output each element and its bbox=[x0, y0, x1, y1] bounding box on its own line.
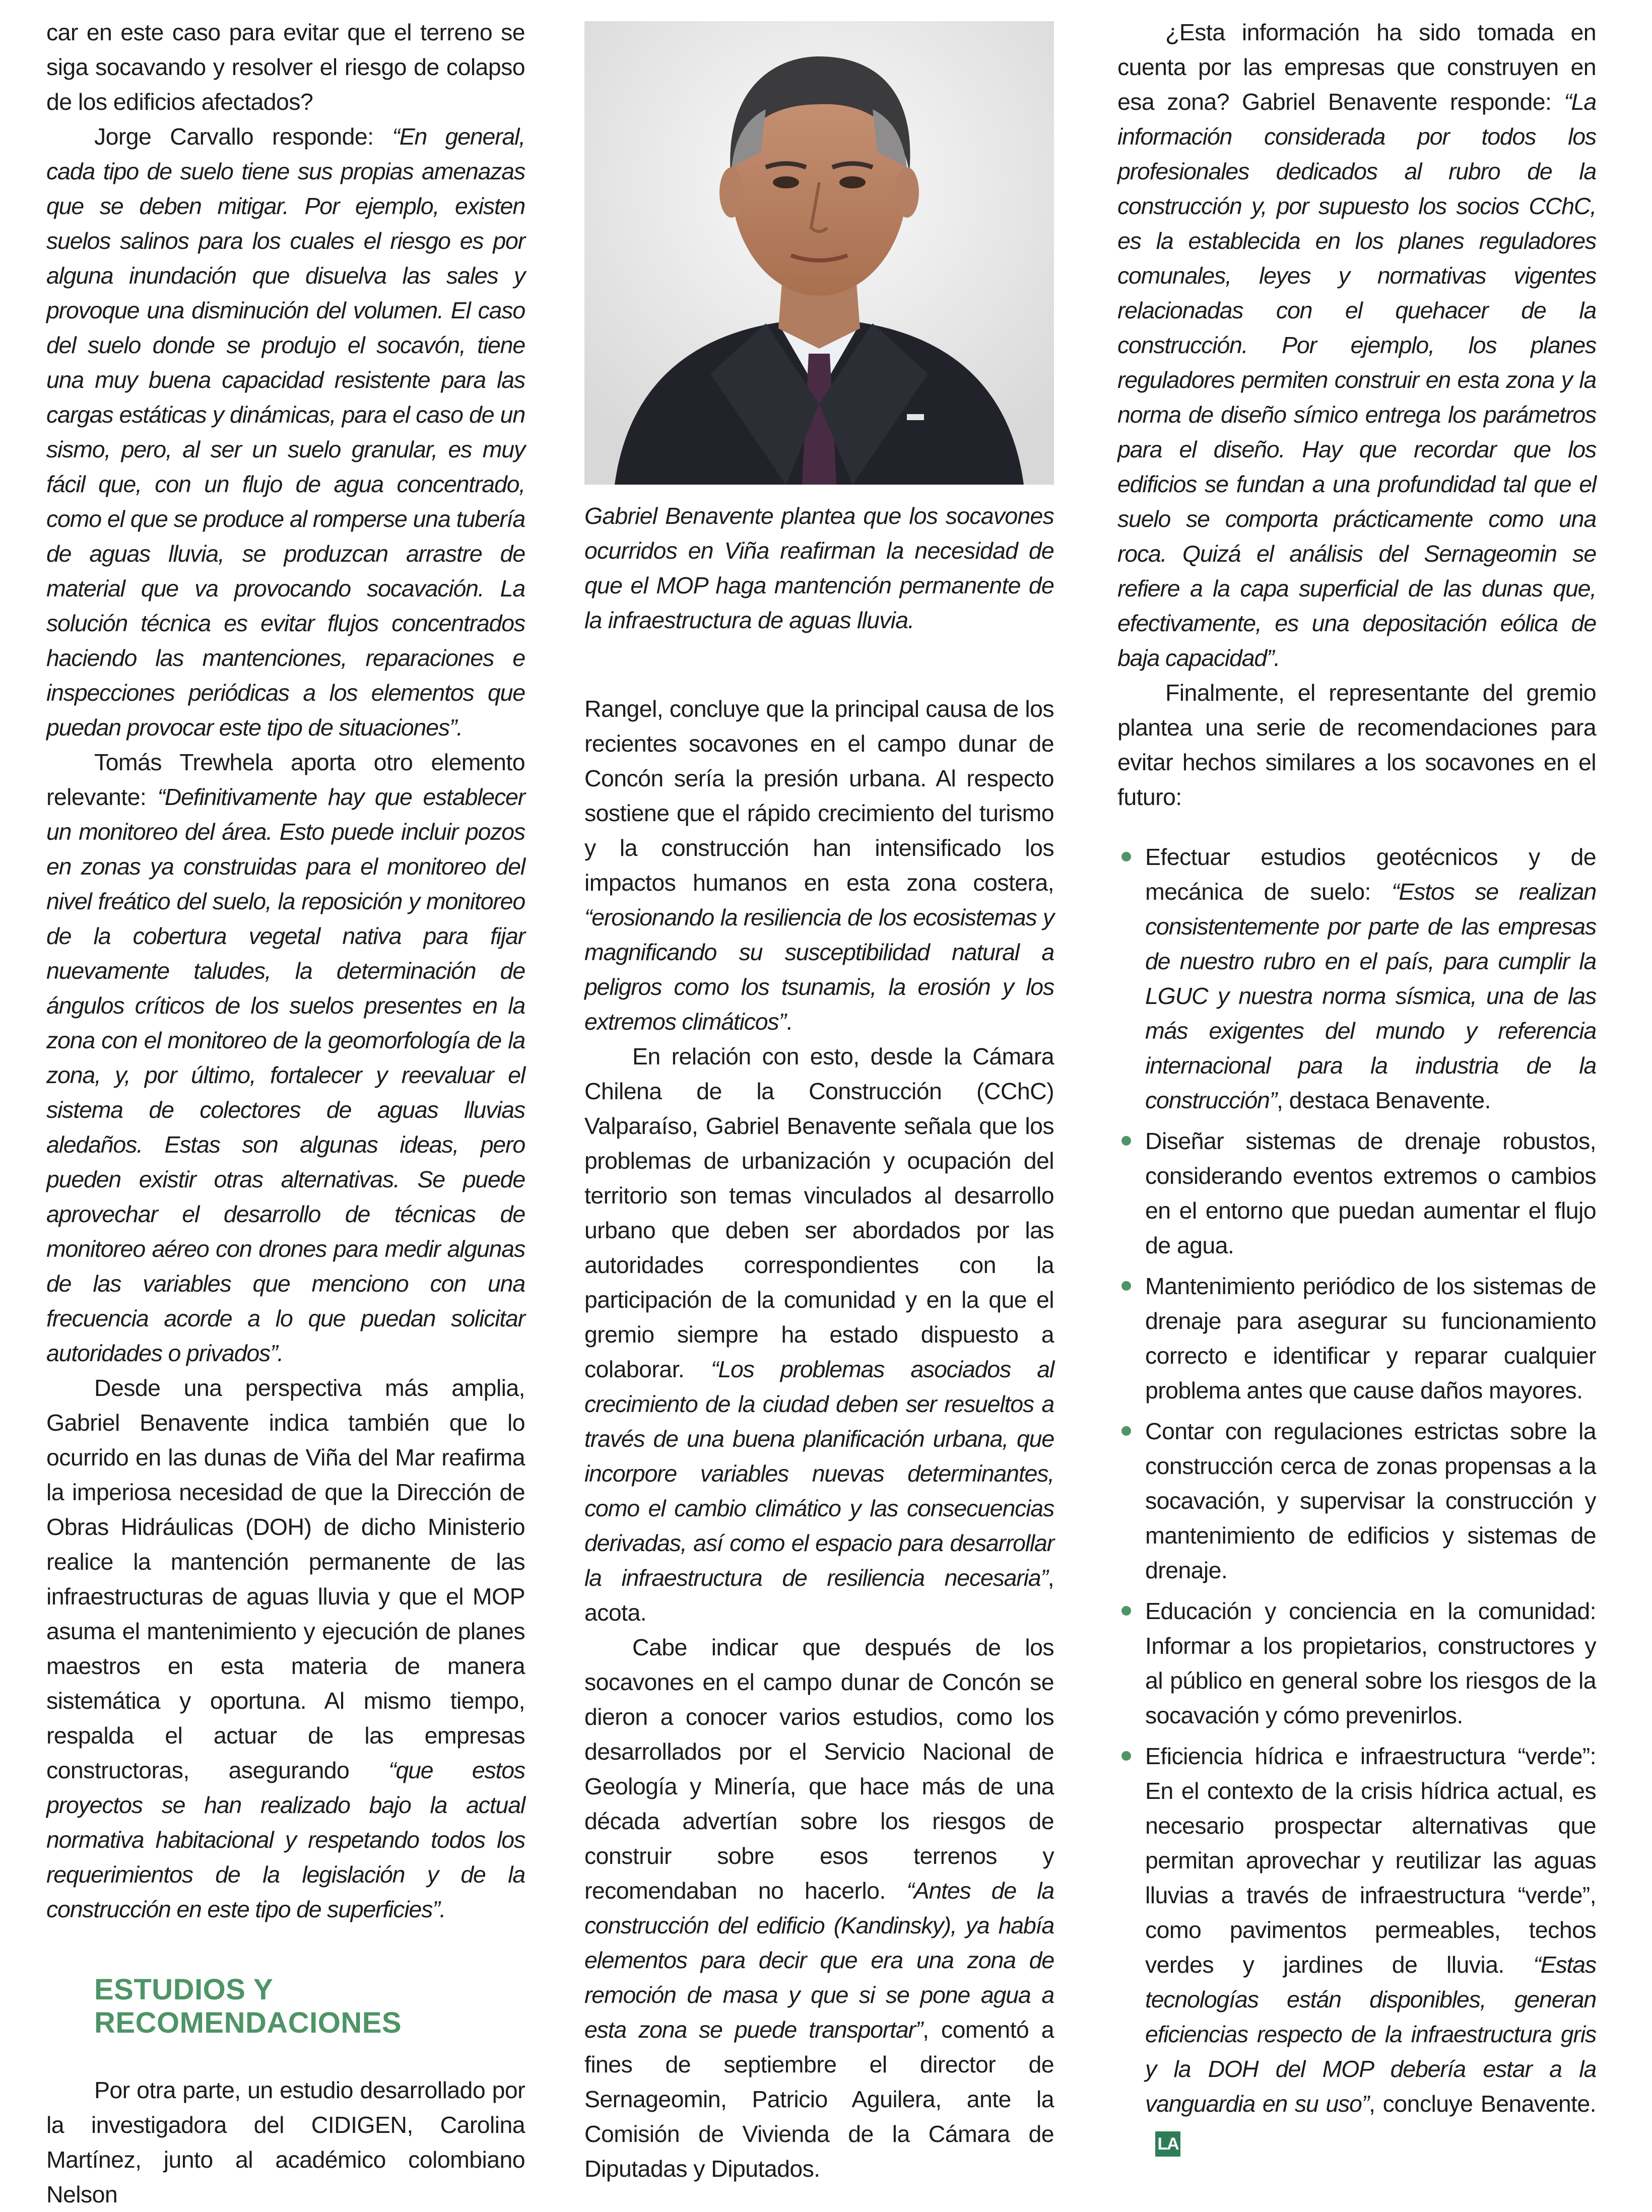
text-run: Contar con regulaciones estrictas sobre la construcción cerca de zonas propensas a la socavación, y supervisar la construcción y mantenimiento de edificios y sistemas de drenaje. bbox=[1145, 1418, 1596, 1583]
portrait-photo bbox=[584, 21, 1054, 485]
quote: “En general, cada tipo de suelo tiene sus propias amenazas que se deben mitigar. Por ejemplo, existen suelos salinos para los cuales el riesgo es por alguna inundación que disuelva las sales y provoque una disminución del volumen. El caso del suelo donde se produjo el socavón, tiene una muy buena capacidad resistente para las cargas estáticas y dinámicas, para el caso de un sismo, pero, al ser un suelo granular, es muy fácil que, con un flujo de agua concentrado, como el que se produce al romperse una tubería de aguas lluvia, se produzcan arrastre de material que va provocando socavación. La solución técnica es evitar flujos concentrados haciendo las mantenciones, reparaciones e inspecciones periódicas a los elementos que puedan provocar este tipo de situaciones”. bbox=[46, 123, 525, 741]
bullet-icon bbox=[1121, 1136, 1131, 1146]
bullet-icon bbox=[1121, 1281, 1131, 1291]
bullet-icon bbox=[1121, 1426, 1131, 1436]
paragraph: Finalmente, el representante del gremio plantea una serie de recomendaciones para evitar hechos similares a los socavones en el futuro: bbox=[1117, 680, 1596, 810]
quote: “Antes de la construcción del edificio (Kandinsky), ya había elementos para decir que era una zona de remoción de masa y que si se pone agua a esta zona se puede transportar” bbox=[584, 1878, 1054, 2043]
list-item bbox=[1117, 1124, 1596, 1263]
text-run: Diseñar sistemas de drenaje robustos, considerando eventos extremos o cambios en el entorno que puedan aumentar el flujo de agua. bbox=[1145, 1128, 1596, 1258]
bullet-icon bbox=[1121, 1606, 1131, 1616]
list-item bbox=[1117, 1594, 1596, 1733]
quote: “que estos proyectos se han realizado bajo la actual normativa habitacional y respetando todos los requerimientos de la legislación y de la construcción en este tipo de superficies”. bbox=[46, 1757, 525, 1922]
bullet-icon bbox=[1121, 1751, 1131, 1761]
section-heading-line: RECOMENDACIONES bbox=[94, 2006, 402, 2039]
text-run: Cabe indicar que después de los socavones en el campo dunar de Concón se dieron a conocer varios estudios, como los desarrollados por el Servicio Nacional de Geología y Minería, que hace más de una década advertían sobre los riesgos de construir sobre esos terrenos y recomendaban no hacerlo. bbox=[584, 1634, 1054, 1904]
text-run: Eficiencia hídrica e infraestructura “verde”: En el contexto de la crisis hídrica actual, es necesario prospectar alternativas que permitan aprovechar y reutilizar las aguas lluvias a través de infraestructura “verde”, como pavimentos permeables, techos verdes y jardines de lluvia. bbox=[1145, 1743, 1596, 1978]
text-run: Rangel, concluye que la principal causa de los recientes socavones en el campo dunar de Concón sería la presión urbana. Al respecto sostiene que el rápido crecimiento del turismo y la construcción han intensificado los impactos humanos en esta zona costera, bbox=[584, 696, 1054, 896]
text-run: , concluye Benavente. bbox=[1369, 2091, 1596, 2117]
quote: “La información considerada por todos los profesionales dedicados al rubro de la construcción y, por supuesto los socios CChC, es la establecida en los planes reguladores comunales, leyes y normativas vigentes relacionadas con el quehacer de la construcción. Por ejemplo, los planes reguladores permiten construir en esta zona y la norma de diseño símico entrega los parámetros para el diseño. Hay que recordar que los edificios se fundan a una profundidad tal que el suelo se comporta prácticamente como una roca. Quizá el análisis del Sernageomin se refiere a la capa superficial de las dunas que, efectivamente, es una depositación eólica de baja capacidad”. bbox=[1117, 89, 1596, 671]
end-mark-logo-icon: LA bbox=[1155, 2131, 1180, 2157]
recommendation-list bbox=[1117, 840, 1596, 2157]
text-run: , destaca Benavente. bbox=[1276, 1087, 1491, 1113]
text-run: Desde una perspectiva más amplia, Gabriel Benavente indica también que lo ocurrido en las dunas de Viña del Mar reafirma la imperiosa necesidad de que la Dirección de Obras Hidráulicas (DOH) de dicho Ministerio realice la mantención permanente de las infraestructuras de aguas lluvia y que el MOP asuma el mantenimiento y ejecución de planes maestros en esta materia de manera sistemática y oportuna. Al mismo tiempo, respalda el actuar de las empresas constructoras, asegurando bbox=[46, 1375, 525, 1783]
text-run: En relación con esto, desde la Cámara Chilena de la Construcción (CChC) Valparaíso, Gabriel Benavente señala que los problemas de urbanización y ocupación del territorio son temas vinculados al desarrollo urbano que deben ser abordados por las autoridades correspondientes con la participación de la comunidad y en la que el gremio siempre ha estado dispuesto a colaborar. bbox=[584, 1043, 1054, 1382]
text-run: . bbox=[785, 1009, 792, 1035]
photo-caption: Gabriel Benavente plantea que los socavones ocurridos en Viña reafirman la necesidad de que el MOP haga mantención permanente de la infraestructura de aguas lluvia. bbox=[584, 503, 1054, 633]
paragraph: car en este caso para evitar que el terreno se siga socavando y resolver el riesgo de colapso de los edificios afectados? bbox=[46, 19, 525, 115]
article-column-2 bbox=[584, 692, 1054, 2186]
text-run: Tomás Trewhela aporta otro elemento relevante: bbox=[46, 749, 525, 810]
bullet-icon bbox=[1121, 852, 1131, 861]
article-column-1 bbox=[46, 15, 525, 2212]
paragraph bbox=[46, 119, 525, 745]
text-run: Jorge Carvallo responde: bbox=[94, 123, 392, 150]
list-item bbox=[1117, 1269, 1596, 1408]
paragraph bbox=[584, 1630, 1054, 2186]
text-run: Efectuar estudios geotécnicos y de mecánica de suelo: bbox=[1145, 844, 1596, 905]
portrait-illustration bbox=[584, 21, 1054, 485]
text-run: , comentó a fines de septiembre el director de Sernageomin, Patricio Aguilera, ante la Comisión de Vivienda de la Cámara de Diputadas y Diputados. bbox=[584, 2017, 1054, 2182]
text-run: Mantenimiento periódico de los sistemas de drenaje para asegurar su funcionamiento correcto e identificar y reparar cualquier problema antes que cause daños mayores. bbox=[1145, 1273, 1596, 1403]
section-heading bbox=[94, 1973, 525, 2040]
section-heading-line: ESTUDIOS Y bbox=[94, 1973, 274, 2006]
text-run: , acota. bbox=[584, 1565, 1054, 1626]
paragraph bbox=[1117, 15, 1596, 676]
quote: “Estos se realizan consistentemente por parte de las empresas de nuestro rubro en el país, para cumplir la LGUC y nuestra norma sísmica, una de las más exigentes del mundo y referencia internacional para la industria de la construcción” bbox=[1145, 879, 1596, 1113]
quote: “erosionando la resiliencia de los ecosistemas y magnificando su susceptibilidad natural a peligros como los tsunamis, la erosión y los extremos climáticos” bbox=[584, 904, 1054, 1035]
text-run: ¿Esta información ha sido tomada en cuenta por las empresas que construyen en esa zona? Gabriel Benavente responde: bbox=[1117, 19, 1596, 115]
paragraph bbox=[46, 745, 525, 1371]
paragraph bbox=[46, 1371, 525, 1927]
quote: “Estas tecnologías están disponibles, generan eficiencias respecto de la infraestructura gris y la DOH del MOP debería estar a la vanguardia en su uso” bbox=[1145, 1952, 1596, 2117]
article-column-3 bbox=[1117, 15, 1596, 2163]
paragraph: Por otra parte, un estudio desarrollado por la investigadora del CIDIGEN, Carolina Martínez, junto al académico colombiano Nelson bbox=[46, 2077, 525, 2207]
list-item bbox=[1117, 1739, 1596, 2157]
paragraph bbox=[584, 692, 1054, 1039]
quote: “Definitivamente hay que establecer un monitoreo del área. Esto puede incluir pozos en zonas ya construidas para el monitoreo del nivel freático del suelo, la reposición y monitoreo de la cobertura vegetal nativa para fijar nuevamente taludes, la determinación de ángulos críticos de los suelos presentes en la zona con el monitoreo de la geomorfología de la zona, y, por último, fortalecer y reevaluar el sistema de colectores de aguas lluvias aledaños. Estas son algunas ideas, pero pueden existir otras alternativas. Se puede aprovechar el desarrollo de técnicas de monitoreo aéreo con drones para medir algunas de las variables que menciono con una frecuencia acorde a lo que puedan solicitar autoridades o privados”. bbox=[46, 784, 525, 1366]
quote: “Los problemas asociados al crecimiento de la ciudad deben ser resueltos a través de una buena planificación urbana, que incorpore variables nuevas determinantes, como el cambio climático y las consecuencias derivadas, así como el espacio para desarrollar la infraestructura de resiliencia necesaria” bbox=[584, 1356, 1054, 1591]
list-item bbox=[1117, 840, 1596, 1118]
list-item bbox=[1117, 1414, 1596, 1588]
paragraph bbox=[584, 1039, 1054, 1630]
text-run: Educación y conciencia en la comunidad: Informar a los propietarios, constructores y al público en general sobre los riesgos de la socavación y cómo prevenirlos. bbox=[1145, 1598, 1596, 1728]
